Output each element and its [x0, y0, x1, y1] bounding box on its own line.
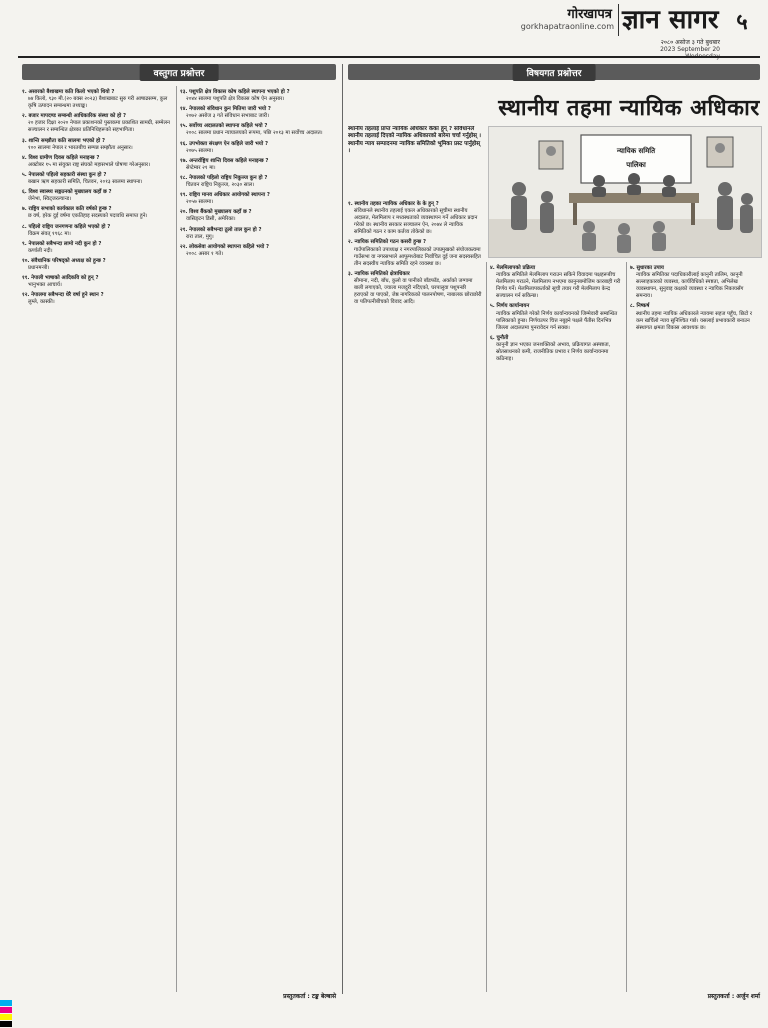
question: ८. निष्कर्ष: [630, 303, 650, 310]
answer: भानुभक्त आचार्य।: [28, 282, 62, 289]
color-swatch: [0, 1000, 12, 1006]
question: २. बजार मापदण्ड सम्बन्धी आधिकारिक संस्था को हो ?: [22, 113, 127, 120]
question: ९. नेपालको सबैभन्दा लामो नदी कुन हो ?: [22, 240, 102, 247]
answer: विक्रम संवत् १९६८ मा।: [28, 230, 71, 237]
objective-column-1: [22, 86, 172, 992]
answer: चितवन राष्ट्रिय निकुञ्ज, २०३० साल।: [186, 182, 255, 189]
color-swatch: [0, 1021, 12, 1027]
answer: २०५७ सालमा।: [186, 199, 214, 206]
right-credit: प्रस्तुतकर्ता : अर्जुन शर्मा: [707, 993, 760, 1000]
question: १९. राष्ट्रिय मानव अधिकार आयोगको स्थापना ?: [180, 192, 270, 199]
board-line-1: न्यायिक समिति: [616, 147, 656, 155]
question: २१. नेपालको सबैभन्दा ठूलो ताल कुन हो ?: [180, 226, 262, 233]
page-number: ५: [736, 9, 748, 35]
question: १६. उपभोक्ता संरक्षण ऐन कहिले जारी भयो ?: [180, 140, 268, 147]
answer: गाउँपालिकाको उपाध्यक्ष र नगरपालिकाको उपप्रमुखको संयोजकत्वमा गाउँसभा वा नगरसभाले आफूमध्येबाट निर्वाचित दुई जना सदस्यसहित तीन सदस्यीय न्यायिक समिति रहने व्यवस्था छ।: [354, 246, 481, 267]
objective-column-2: [180, 86, 336, 992]
section-bar-objective: [22, 64, 336, 80]
question: ६. चुनौती: [490, 334, 509, 341]
question: ६. विश्व स्वास्थ्य सङ्गठनको मुख्यालय कहाँ छ ?: [22, 189, 112, 196]
answer: २००८ सालमा प्रधान न्यायालयको रूपमा, पछि २०१३ मा सर्वोच्च अदालत।: [186, 130, 323, 137]
answer: २०७५ सालमा।: [186, 147, 214, 154]
section-title: ज्ञान सागर: [622, 5, 719, 35]
question: २२. लोकसेवा आयोगको स्थापना कहिले भयो ?: [180, 243, 270, 250]
answer: कानुनी ज्ञान भएका जनशक्तिको अभाव, प्रक्रियागत अस्पष्टता, स्रोतसाधनको कमी, राजनीतिक प्रभाव र निर्णय कार्यान्वयनमा कठिनाइ।: [496, 341, 611, 363]
answer: २००८ असार १ गते।: [186, 250, 224, 257]
answer: जेनेभा, स्विट्जरल्यान्ड।: [28, 196, 72, 203]
date-en: 2023 September 20: [660, 46, 720, 53]
masthead-divider: [618, 4, 619, 36]
question: ३. न्यायिक समितिको क्षेत्राधिकार: [348, 270, 410, 277]
answer: संविधानले स्थानीय तहलाई एकल अधिकारको सूचीमा स्थानीय अदालत, मेलमिलाप र मध्यस्थताको व्यवस्थापन गर्ने अधिकार प्रदान गरेको छ। स्थानीय सरकार सञ्चालन ऐन, २०७४ ले न्यायिक समितिको गठन र काम कर्तव्य तोकेको छ।: [354, 208, 478, 236]
question: १५. सर्वोच्च अदालतको स्थापना कहिले भयो ?: [180, 123, 268, 130]
color-swatch: [0, 1014, 12, 1020]
left-credit: प्रस्तुतकर्ता : टङ्क बेल्बासे: [283, 993, 336, 1000]
question: १०. संवैधानिक परिषद्को अध्यक्ष को हुन्छ ?: [22, 257, 106, 264]
board-line-2: पालिका: [626, 161, 646, 169]
brand-url[interactable]: gorkhapatraonline.com: [520, 22, 614, 31]
question: १३. पशुपति क्षेत्र विकास कोष कहिले स्थापना भएको हो ?: [180, 89, 290, 95]
question: १८. नेपालको पहिलो राष्ट्रिय निकुञ्ज कुन हो ?: [180, 174, 268, 181]
question: ७. सुधारका उपाय: [630, 265, 664, 271]
answer: प्रधानमन्त्री।: [28, 264, 50, 271]
masthead-rule: [18, 56, 760, 58]
masthead: [0, 0, 768, 58]
feature-column-3: [630, 262, 760, 980]
answer: ७४ किलो, ९३० मी.(२० बक्स २०२३) बैशाखबाट सुरु गरी आषाढसम्म, कुल कृषि उत्पादन सम्बन्धमा तथ्याङ्क।: [28, 96, 168, 110]
question: १४. नेपालको संविधान कुन मितिमा जारी भयो ?: [180, 106, 271, 113]
question: ८. पहिलो राष्ट्रिय जनगणना कहिले भएको हो ?: [22, 223, 111, 230]
answer: २०४४ सालमा पशुपति क्षेत्र विकास कोष ऐन अनुसार।: [186, 96, 285, 103]
question: १२. नेपालमा सबैभन्दा धेरै वर्षा हुने स्थान ?: [22, 292, 104, 299]
answer: न्यायिक समितिले गरेको निर्णय कार्यान्वयनको जिम्मेवारी सम्बन्धित पालिकाको हुन्छ। निर्णयउपर चित्त नबुझ्ने पक्षले पैंतीस दिनभित्र जिल्ला अदालतमा पुनरावेदन गर्न सक्छ।: [496, 310, 618, 331]
answer: न्यायिक समितिका पदाधिकारीलाई कानुनी तालिम, कानुनी सल्लाहकारको व्यवस्था, कार्यविधिको स्पष्टता, अभिलेख व्यवस्थापन, सुनुवाइ कक्षको व्यवस्था र न्यायिक निकायसँग समन्वय।: [636, 272, 744, 300]
feature-title: स्थानीय तहमा न्यायिक अधिकार: [498, 95, 760, 121]
column-divider: [176, 86, 177, 992]
section-divider: [342, 64, 343, 994]
answer: लुम्ले, कास्की।: [28, 299, 55, 306]
answer: सेप्टेम्बर २१ मा।: [186, 164, 216, 171]
answer: अक्टोबर १५ मा संयुक्त राष्ट्र संघको महासभाले घोषणा गरेअनुसार।: [28, 161, 151, 168]
court-scene-illustration: [489, 127, 761, 257]
section-label-objective: वस्तुगत प्रश्नोत्तर: [140, 64, 219, 81]
answer: बखान ऋण सहकारी समिति, चितवन, २०१३ सालमा स्थापना।: [28, 179, 143, 186]
question: ५. नेपालको पहिलो सहकारी संस्था कुन हो ?: [22, 171, 107, 178]
question: १. असारको बैशाखमा कति किलो भएको थियो ?: [22, 89, 115, 95]
question: ११. नेपाली भाषाको आदिकवि को हुन् ?: [22, 275, 99, 282]
answer: स्थानीय तहमा न्यायिक अधिकारले न्यायमा सहज पहुँच, छिटो र कम खर्चिलो न्याय सुनिश्चित गर्छ। यसलाई प्रभावकारी बनाउन संस्थागत क्षमता विकास आवश्यक छ।: [636, 310, 752, 331]
date-np: २०८० असोज ३ गते बुधबार: [660, 39, 720, 46]
question: ५. निर्णय कार्यान्वयन: [490, 303, 530, 310]
question: १. स्थानीय तहका न्यायिक अधिकार के के हुन् ?: [348, 201, 439, 207]
question: ३. शान्ति सम्झौता कति सालमा भएको हो ?: [22, 137, 106, 144]
answer: न्यायिक समितिले मेलमिलाप गराउन सकिने विवादमा पक्षहरूबीच मेलमिलाप गराउने, मेलमिलाप नभएमा कानुनबमोजिम कारबाही गरी निर्णय गर्ने। मेलमिलापकर्ताको सूची तयार गरी मेलमिलाप केन्द्र सञ्चालन गर्न सकिन्छ।: [496, 272, 621, 300]
feature-illustration: [488, 126, 762, 258]
feature-lede: स्थानीय तहलाई प्राप्त न्यायिक अधिकार केका हुन् ? संविधानले स्थानीय तहलाई दिएको न्यायिक अधिकारको बारेमा चर्चा गर्नुहोस् । स्थानीय न्याय सम्पादनमा न्यायिक समितिको भूमिका प्रस्ट पार्नुहोस् ।: [348, 126, 481, 155]
column-divider: [486, 262, 487, 992]
question: ४. विश्व ग्रामीण दिवस कहिले मनाइन्छ ?: [22, 154, 100, 161]
answer: १०० सालमा नेपाल र भारतबीच सम्पन्न सम्झौता अनुसार।: [28, 144, 133, 151]
section-label-subjective: विषयगत प्रश्नोत्तर: [513, 64, 596, 81]
question: १७. अन्तर्राष्ट्रिय शान्ति दिवस कहिले मनाइन्छ ?: [180, 157, 269, 164]
feature-column-2: [490, 262, 622, 986]
answer: २०७२ असोज ३ गते संविधान सभाबाट जारी।: [186, 113, 270, 120]
brand-name: गोरखापत्र: [567, 7, 612, 22]
column-divider: [626, 262, 627, 992]
question: २. न्यायिक समितिको गठन कसरी हुन्छ ?: [348, 239, 426, 246]
answer: सीमाना, नदी, बाँध, कुलो वा पानीको बाँडफाँड, अर्काको जग्गामा बाली लगाएको, ज्याला मजदुरी नदिएको, घरपालुवा पशुपन्छी हराएको वा पाएको, जेष्ठ नागरिकको पालनपोषण, नाबालक छोराछोरी वा पतिपत्नीबीचको विवाद आदि।: [354, 277, 482, 306]
section-bar-subjective: [348, 64, 760, 80]
color-swatch: [0, 1007, 12, 1013]
answer: कर्णाली नदी।: [28, 247, 53, 254]
answer: रारा ताल, मुगु।: [186, 233, 214, 240]
question: ४. मेलमिलापको प्रक्रिया: [490, 265, 536, 271]
feature-column-1: [348, 198, 482, 922]
answer: २० हजार दिक्षा २०२० नेपाल प्रकाशनको पुस्तकमा प्रकाशित सामग्री, सम्मेलन सञ्चालन र सम्बन्धित क्षेत्रका प्रतिनिधिहरूको सहभागिता।: [28, 120, 170, 134]
question: ७. राष्ट्रिय सभाको कार्यकाल कति वर्षको हुन्छ ?: [22, 206, 112, 213]
question: २०. विश्व बैंकको मुख्यालय कहाँ छ ?: [180, 209, 252, 216]
answer: वासिङ्टन डिसी, अमेरिका।: [186, 216, 236, 223]
answer: छ वर्ष, हरेक दुई वर्षमा एकतिहाइ सदस्यको पदावधि समाप्त हुने।: [28, 213, 148, 220]
